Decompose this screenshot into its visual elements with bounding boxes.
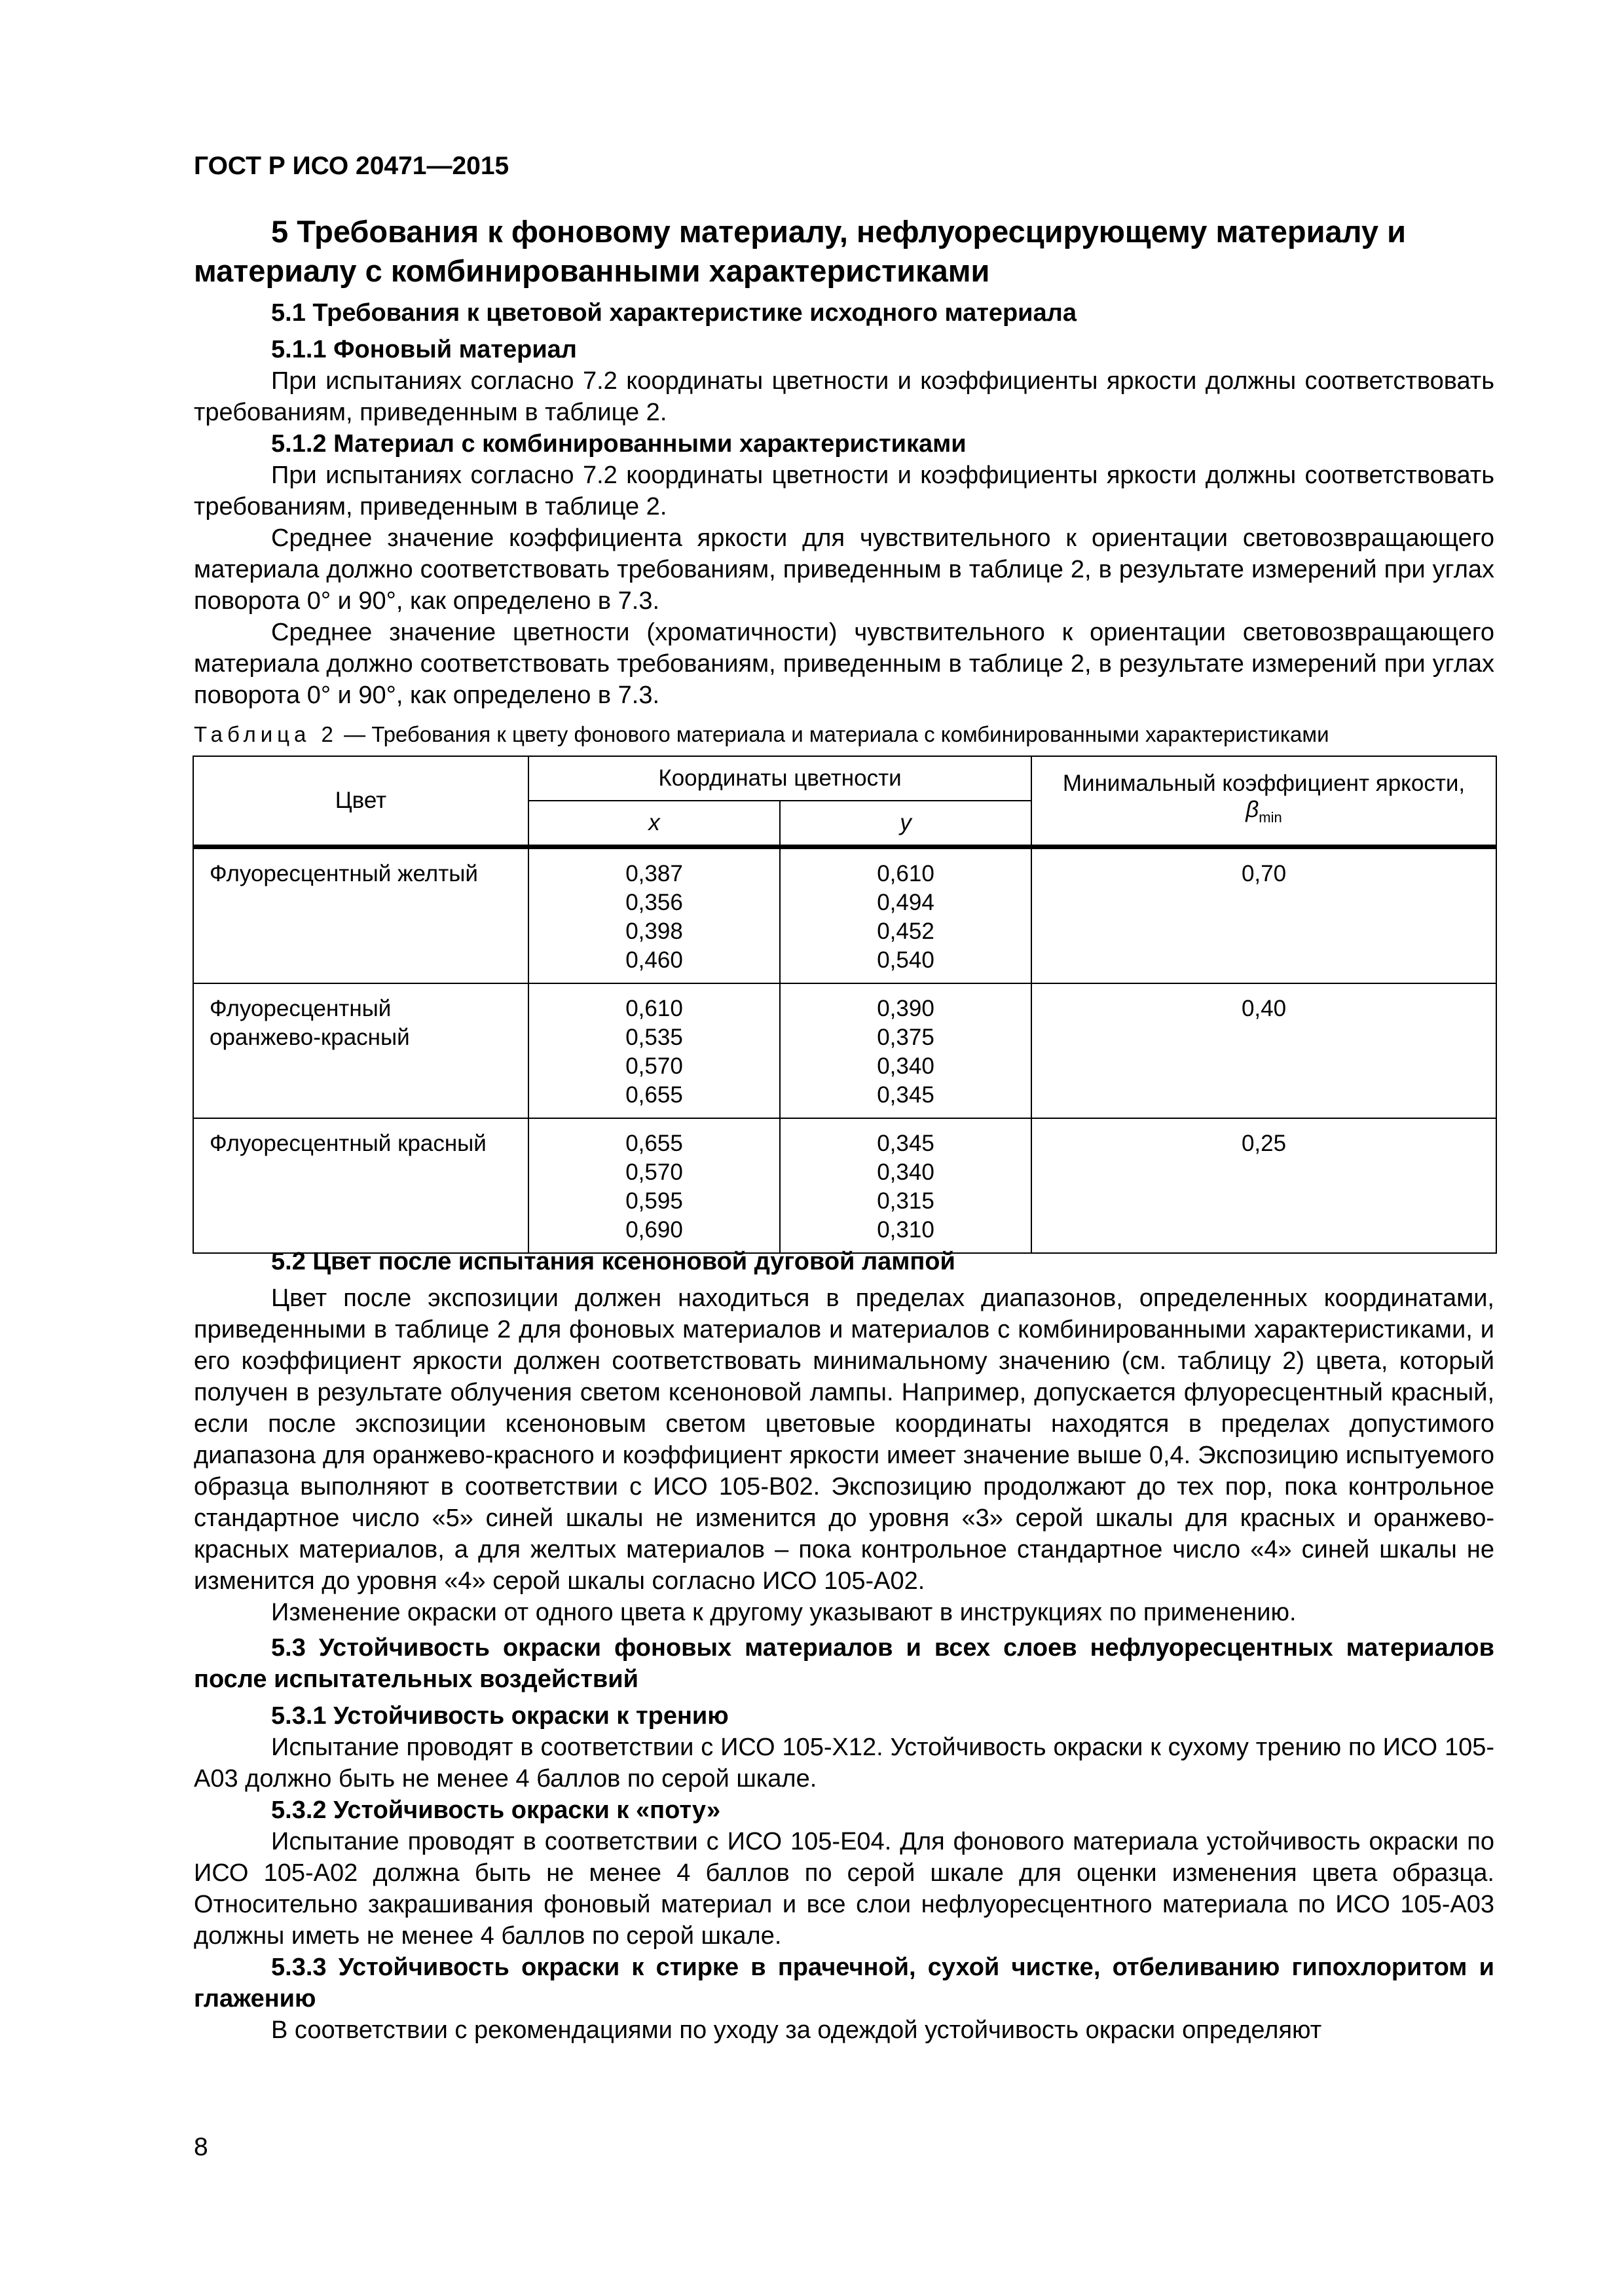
beta-symbol: β xyxy=(1246,797,1259,822)
row-name: Флуоресцентный красный xyxy=(193,1118,528,1253)
row-beta: 0,25 xyxy=(1031,1118,1496,1253)
row-x-values xyxy=(528,983,780,1118)
x-value: 0,356 xyxy=(625,890,683,915)
x-value: 0,610 xyxy=(625,996,683,1021)
section-5-2-block xyxy=(194,1246,1494,2046)
section-5-3-3-text: В соответствии с рекомендациями по уходу за одеждой устойчивость окраски определяют xyxy=(271,2016,1322,2044)
y-value: 0,540 xyxy=(877,947,934,973)
x-value: 0,387 xyxy=(625,861,683,886)
row-x-values xyxy=(528,1118,780,1253)
table-2-caption-prefix: Таблица 2 xyxy=(194,722,338,746)
x-value: 0,570 xyxy=(625,1159,683,1185)
x-value: 0,690 xyxy=(625,1217,683,1243)
y-value: 0,340 xyxy=(877,1159,934,1185)
y-value: 0,390 xyxy=(877,996,934,1021)
row-y-values xyxy=(780,983,1031,1118)
col-header-color: Цвет xyxy=(193,756,528,845)
y-value: 0,452 xyxy=(877,919,934,944)
section-5-3-3-title: 5.3.3 Устойчивость окраски к стирке в прачечной, сухой чистке, отбеливанию гипохлоритом и глажению xyxy=(194,1954,1494,2013)
col-header-coords: Координаты цветности xyxy=(528,756,1031,801)
table-2-caption xyxy=(194,722,1329,747)
col-header-x: x xyxy=(528,801,780,845)
section-5-3-1-text: Испытание проводят в соответствии с ИСО 105-Х12. Устойчивость окраски к сухому трению по ИСО 105-А03 должно быть не менее 4 баллов по серой шкале. xyxy=(194,1734,1494,1793)
x-value: 0,595 xyxy=(625,1188,683,1214)
section-5-1-2-para1: При испытаниях согласно 7.2 координаты цветности и коэффициенты яркости должны соответствовать требованиям, приведенным в таблице 2. xyxy=(194,462,1494,520)
section-5-2-title: 5.2 Цвет после испытания ксеноновой дуговой лампой xyxy=(271,1248,955,1275)
section-5-1-2-para3: Среднее значение цветности (хроматичности) чувствительного к ориентации световозвращающего материала должно соответствовать требованиям, приведенным в таблице 2, в результате измерений при углах поворота 0° и 90°, как определено в 7.3. xyxy=(194,619,1494,709)
beta-subscript: min xyxy=(1259,809,1282,826)
row-beta: 0,40 xyxy=(1031,983,1496,1118)
y-value: 0,345 xyxy=(877,1082,934,1108)
x-value: 0,398 xyxy=(625,919,683,944)
document-header: ГОСТ Р ИСО 20471—2015 xyxy=(194,152,509,180)
x-value: 0,655 xyxy=(625,1131,683,1156)
section-5-2-para1: Цвет после экспозиции должен находиться в пределах диапазонов, определенных координатами, приведенными в таблице 2 для фоновых материалов и материалов с комбинированными характеристиками, и его коэффициент яркости должен соответствовать минимальному значению (см. таблицу 2) цвета, который получен в результате облучения светом ксеноновой лампы. Например, допускается флуоресцентный красный, если после экспозиции ксеноновым светом цветовые координаты находятся в пределах допустимого диапазона для оранжево-красного и коэффициент яркости имеет значение выше 0,4. Экспозицию испытуемого образца выполняют в соответствии с ИСО 105-В02. Экспозицию продолжают до тех пор, пока контрольное стандартное число «5» синей шкалы не изменится до уровня «3» серой шкалы для красных и оранжево-красных материалов, а для желтых материалов – пока контрольное стандартное число «4» синей шкалы не изменится до уровня «4» серой шкалы согласно ИСО 105-А02. xyxy=(194,1285,1494,1595)
y-value: 0,345 xyxy=(877,1131,934,1156)
y-value: 0,315 xyxy=(877,1188,934,1214)
col-header-luminance-label: Минимальный коэффициент яркости, xyxy=(1062,771,1466,796)
row-name: Флуоресцентный оранжево-красный xyxy=(193,983,528,1118)
y-value: 0,610 xyxy=(877,861,934,886)
x-value: 0,460 xyxy=(625,947,683,973)
section-5-1-block xyxy=(194,297,1494,711)
row-x-values xyxy=(528,848,780,984)
y-value: 0,340 xyxy=(877,1053,934,1079)
row-beta: 0,70 xyxy=(1031,848,1496,984)
x-value: 0,655 xyxy=(625,1082,683,1108)
row-y-values xyxy=(780,848,1031,984)
x-value: 0,535 xyxy=(625,1025,683,1050)
row-y-values xyxy=(780,1118,1031,1253)
section-5-3-title: 5.3 Устойчивость окраски фоновых материалов и всех слоев нефлуоресцентных материалов после испытательных воздействий xyxy=(194,1634,1494,1693)
section-5-3-2-title: 5.3.2 Устойчивость окраски к «поту» xyxy=(271,1796,721,1824)
col-header-luminance xyxy=(1031,756,1496,845)
section-5-3-1-title: 5.3.1 Устойчивость окраски к трению xyxy=(271,1702,729,1730)
x-value: 0,570 xyxy=(625,1053,683,1079)
section-5-3-2-text: Испытание проводят в соответствии с ИСО 105-Е04. Для фонового материала устойчивость окраски по ИСО 105-А02 должна быть не менее 4 баллов по серой шкале для оценки изменения цвета образца. Относительно закрашивания фоновый материал и все слои нефлуоресцентного материала по ИСО 105-А03 должны иметь не менее 4 баллов по серой шкале. xyxy=(194,1828,1494,1950)
table-2-caption-text: — Требования к цвету фонового материала и материала с комбинированными характеристиками xyxy=(337,722,1329,746)
y-value: 0,310 xyxy=(877,1217,934,1243)
section-5-1-2-title: 5.1.2 Материал с комбинированными характеристиками xyxy=(271,430,967,458)
section-5-2-para2: Изменение окраски от одного цвета к другому указывают в инструкциях по применению. xyxy=(271,1599,1297,1626)
table-2 xyxy=(193,756,1497,1254)
table-row xyxy=(193,983,1496,1118)
section-5-title: 5 Требования к фоновому материалу, нефлуоресцирующему материалу и материалу с комбинированными характеристиками xyxy=(194,214,1406,288)
y-value: 0,494 xyxy=(877,890,934,915)
section-5-1-title: 5.1 Требования к цветовой характеристике исходного материала xyxy=(271,299,1077,327)
table-row xyxy=(193,848,1496,984)
col-header-y: y xyxy=(780,801,1031,845)
page-number: 8 xyxy=(194,2133,208,2161)
row-name: Флуоресцентный желтый xyxy=(193,848,528,984)
table-row xyxy=(193,1118,1496,1253)
section-5-1-1-text: При испытаниях согласно 7.2 координаты цветности и коэффициенты яркости должны соответствовать требованиям, приведенным в таблице 2. xyxy=(194,367,1494,426)
section-5-1-2-para2: Среднее значение коэффициента яркости для чувствительного к ориентации световозвращающего материала должно соответствовать требованиям, приведенным в таблице 2, в результате измерений при углах поворота 0° и 90°, как определено в 7.3. xyxy=(194,524,1494,615)
y-value: 0,375 xyxy=(877,1025,934,1050)
section-5-1-1-title: 5.1.1 Фоновый материал xyxy=(271,336,577,363)
